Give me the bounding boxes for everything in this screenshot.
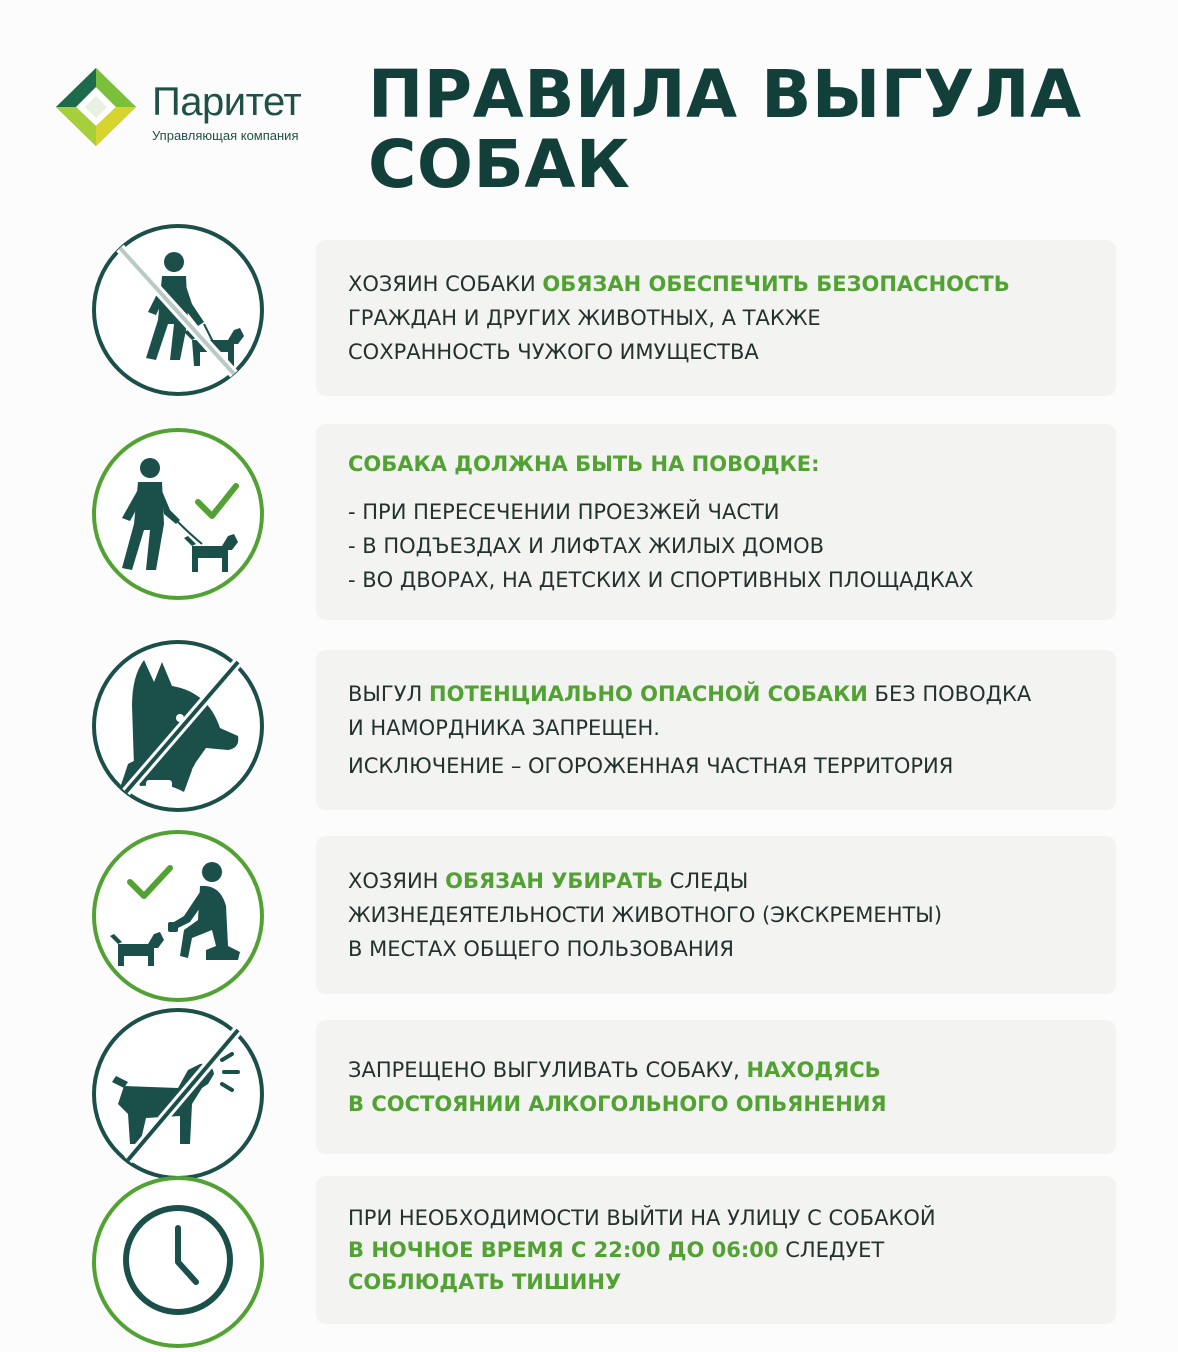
rule-4-line-1: ХОЗЯИН ОБЯЗАН УБИРАТЬ СЛЕДЫ [348, 869, 749, 893]
page-title-line-1: ПРАВИЛА ВЫГУЛА [368, 56, 1082, 133]
page-title-line-2: СОБАК [368, 126, 631, 203]
rule-card-3 [316, 650, 1116, 810]
rule-4-line-2: ЖИЗНЕДЕЯТЕЛЬНОСТИ ЖИВОТНОГО (ЭКСКРЕМЕНТЫ) [348, 903, 943, 927]
rule-2-item-3: - ВО ДВОРАХ, НА ДЕТСКИХ И СПОРТИВНЫХ ПЛОЩАДКАХ [348, 568, 974, 592]
no-unattended-dog-icon [88, 220, 268, 400]
rule-3-line-3: ИСКЛЮЧЕНИЕ – ОГОРОЖЕННАЯ ЧАСТНАЯ ТЕРРИТОРИЯ [348, 754, 954, 778]
rule-6-line-1: ПРИ НЕОБХОДИМОСТИ ВЫЙТИ НА УЛИЦУ С СОБАКОЙ [348, 1206, 936, 1230]
clock-icon [88, 1172, 268, 1352]
rule-card-6 [316, 1176, 1116, 1324]
paritet-logo-icon [54, 66, 138, 148]
person-dog-leash-check-icon [88, 424, 268, 604]
rule-4-line-3: В МЕСТАХ ОБЩЕГО ПОЛЬЗОВАНИЯ [348, 937, 734, 961]
rule-2-item-2: - В ПОДЪЕЗДАХ И ЛИФТАХ ЖИЛЫХ ДОМОВ [348, 534, 825, 558]
person-cleaning-check-icon [88, 826, 268, 1006]
brand-name: Паритет [152, 80, 302, 124]
rule-1-line-2: ГРАЖДАН И ДРУГИХ ЖИВОТНЫХ, А ТАКЖЕ [348, 306, 821, 330]
rule-card-4 [316, 836, 1116, 994]
brand-subtitle: Управляющая компания [152, 128, 299, 143]
rule-3-line-2: И НАМОРДНИКА ЗАПРЕЩЕН. [348, 716, 660, 740]
rule-card-2 [316, 424, 1116, 620]
page-title [368, 56, 1158, 203]
rule-card-5 [316, 1020, 1116, 1154]
rule-6-line-3: СОБЛЮДАТЬ ТИШИНУ [348, 1270, 622, 1294]
rule-2-heading: СОБАКА ДОЛЖНА БЫТЬ НА ПОВОДКЕ: [348, 452, 820, 476]
rule-2-item-1: - ПРИ ПЕРЕСЕЧЕНИИ ПРОЕЗЖЕЙ ЧАСТИ [348, 500, 780, 524]
rule-5-line-2: В СОСТОЯНИИ АЛКОГОЛЬНОГО ОПЬЯНЕНИЯ [348, 1092, 887, 1116]
no-barking-dog-icon [88, 1004, 268, 1184]
rule-5-line-1: ЗАПРЕЩЕНО ВЫГУЛИВАТЬ СОБАКУ, НАХОДЯСЬ [348, 1058, 881, 1082]
rule-1-line-1: ХОЗЯИН СОБАКИ ОБЯЗАН ОБЕСПЕЧИТЬ БЕЗОПАСНОСТЬ [348, 272, 1010, 296]
rule-6-line-2: В НОЧНОЕ ВРЕМЯ С 22:00 ДО 06:00 СЛЕДУЕТ [348, 1238, 885, 1262]
rule-1-line-3: СОХРАННОСТЬ ЧУЖОГО ИМУЩЕСТВА [348, 340, 759, 364]
rule-card-1 [316, 240, 1116, 396]
no-dangerous-dog-icon [88, 636, 268, 816]
rule-3-line-1: ВЫГУЛ ПОТЕНЦИАЛЬНО ОПАСНОЙ СОБАКИ БЕЗ ПОВОДКА [348, 682, 1032, 706]
brand-logo [54, 66, 324, 148]
